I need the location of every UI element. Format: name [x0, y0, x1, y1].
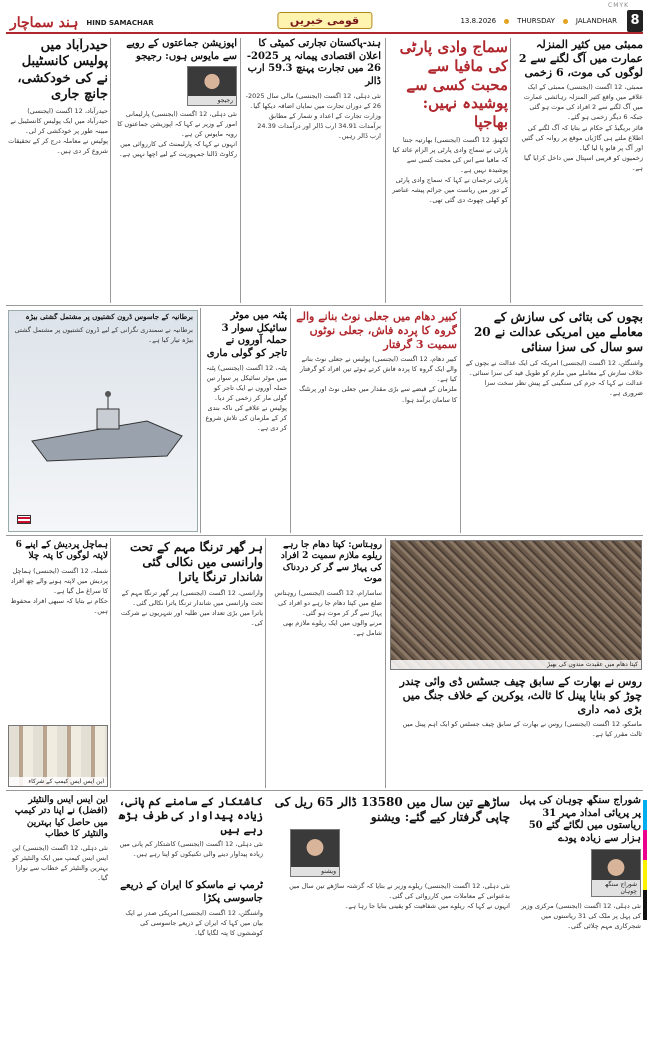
page-number: 8: [627, 10, 643, 32]
bullet-icon: [563, 19, 568, 24]
headline: کاشتکار کے سامنے کم پانی، زیادہ پیداوار کی طرف بڑھ رہے ہیں: [118, 795, 263, 836]
infographic-drone-boat: [8, 310, 198, 532]
divider: [460, 308, 461, 533]
divider: [110, 38, 111, 303]
article-body: نئی دہلی، 12 اگست (ایجنسی) این ایس ایس کیمپ میں ایک والنٹیئر کو بہترین والنٹیئر کے خطاب سے نوازا گیا۔: [11, 844, 108, 883]
photo-vaishnaw: ویشنو: [290, 829, 340, 877]
story-usa[interactable]: [465, 310, 643, 532]
section-title: قومی خبریں: [277, 12, 372, 29]
article-body: حیدرآباد، 12 اگست (ایجنسی) حیدرآباد میں ایک پولیس کانسٹیبل نے مبینہ طور پر خودکشی کر لی۔ پولیس نے معاملہ درج کر کے تحقیقات شروع کر دی ہیں۔: [8, 107, 108, 156]
date: 13.8.2026: [460, 17, 497, 25]
headline: پٹنہ میں موٹر سائیکل سوار 3 حملہ آوروں نے تاجر کو گولی ماری: [206, 310, 287, 359]
city: JALANDHAR: [575, 17, 617, 25]
headline: ہر گھر ترنگا مہم کے تحت وارانسی میں نکالی گئی شاندار ترنگا یاترا: [129, 540, 263, 584]
color-registration-bar: [643, 800, 647, 920]
divider: [290, 308, 291, 533]
headline: این ایس ایس والنٹیئر (افضل) نے اپنا دتر کیمپ میں حاصل کیا بہترین والنٹیئر کا خطاب: [14, 795, 108, 839]
headline: کبیر دھام میں جعلی نوٹ بنانے والے گروہ کا پردہ فاش، جعلی نوٹوں سمیت 3 گرفتار: [296, 310, 457, 351]
logo-english: HIND SAMACHAR: [86, 19, 154, 27]
logo-urdu: ہند سماچار: [10, 15, 79, 31]
article-body: واشنگٹن، 12 اگست (ایجنسی) امریکی صدر نے ایک بیان میں کہا کہ ایران کے ذریعے جاسوسی کی کوششوں کا پتہ لگایا گیا۔: [125, 909, 263, 938]
headline: ہند-پاکستان تجارتی کمیٹی کا اعلان اقتصادی پیمانہ پر 2025-26 میں تجارت پہنچ 59.3 ارب ڈالر: [246, 38, 381, 87]
story-rohtas[interactable]: [270, 540, 382, 785]
headline: سماج وادی پارٹی کی مافیا سے محبت کسی سے پوشیدہ نہیں: بھاجپا: [399, 38, 508, 131]
story-kashmir[interactable]: [515, 38, 643, 303]
story-hyderabad[interactable]: [8, 38, 108, 303]
article-body: واشنگٹن، 12 اگست (ایجنسی) امریکہ کی ایک عدالت نے بچوں کے خلاف سازش کے معاملے میں ملزم کو طویل قید کی سزا سنائی۔ عدالت نے کہا کہ جرم کی سنگینی کے پیش نظر سخت سزا ضروری ہے۔: [465, 359, 643, 398]
story-nss[interactable]: [8, 795, 108, 1035]
divider: [385, 538, 386, 788]
photo-group: این ایس ایس کیمپ کے شرکاء: [8, 725, 108, 787]
headline: ممبئی میں کثیر المنزلہ عمارت میں آگ لگنے سے 2 لوگوں کی موت، 6 زخمی: [518, 38, 643, 79]
divider: [6, 305, 643, 306]
story-himachal[interactable]: [8, 540, 108, 720]
headline: ساڑھے تین سال میں 13580 ڈالر 65 ریل کی چاپی گرفتار کیے گئے: ویشنو: [274, 795, 510, 824]
headline: حیدرآباد میں پولیس کانسٹیبل نے کی خودکشی، جانچ جاری: [17, 38, 108, 102]
article-body: نئی دہلی، 12 اگست (ایجنسی) مرکزی وزیر کی پہل پر ملک کی 31 ریاستوں میں شجرکاری مہم چلائی گئی۔: [521, 902, 641, 931]
story-samajwadi[interactable]: [390, 38, 508, 303]
article-body: لکھنؤ، 12 اگست (ایجنسی) بھارتیہ جنتا پارٹی نے سماج وادی پارٹی پر الزام عائد کیا کہ مافیا سے اس کی محبت کسی سے پوشیدہ نہیں ہے۔ پارٹی ترجمان نے کہا کہ سماج وادی پارٹی کے دور میں ریاست میں جرائم پیشہ عناصر کو کھلی چھوٹ دی گئی تھی۔: [392, 135, 508, 205]
story-rijiju[interactable]: [115, 38, 237, 303]
story-shivraj[interactable]: [515, 795, 641, 1035]
divider: [265, 538, 266, 788]
headline: ٹرمپ نے ماسکو کا ایران کے ذریعے جاسوسی پکڑا: [120, 880, 263, 904]
headline: اپوزیشن جماعتوں کے رویے سے مایوس ہوں: رجیجو: [126, 38, 237, 62]
article-body: نئی دہلی، 12 اگست (ایجنسی) ریلوے وزیر نے بتایا کہ گزشتہ ساڑھے تین سال میں بدعنوانی کے معاملات میں کارروائی کی گئی۔ انہوں نے کہا کہ ریلوے میں شفافیت کو یقینی بنایا جا رہا ہے۔: [289, 882, 510, 911]
drone-boat-icon: [27, 391, 187, 471]
headline: بچوں کی بتائی کی سازش کے معاملے میں امریکی عدالت نے 20 سو سال کی سزا سنائی: [473, 310, 643, 354]
headline: ہماچل پردیش کے اپنے 6 لاپتہ لوگوں کا پتہ چلا: [15, 540, 108, 562]
headline: روس نے بھارت کے سابق چیف جسٹس ڈی وائی چندر چوڑ کو بنایا پینل کا ثالث، یوکرین کے خلاف جنگ میں بڑی ذمہ داری: [399, 675, 642, 716]
divider: [6, 790, 643, 791]
story-trump[interactable]: [115, 880, 263, 1035]
article-body: نئی دہلی، 12 اگست (ایجنسی) پارلیمانی امور کے وزیر نے کہا کہ اپوزیشن جماعتوں کا رویہ مایوس کن ہے۔ انہوں نے کہا کہ پارلیمنٹ کی کارروائی میں رکاوٹ ڈالنا جمہوریت کے لیے اچھا نہیں ہے۔: [117, 110, 237, 159]
divider: [510, 38, 511, 303]
bullet-icon: [504, 19, 509, 24]
divider: [240, 38, 241, 303]
article-body: ماسکو، 12 اگست (ایجنسی) روس نے بھارت کے سابق چیف جسٹس کو ایک اہم پینل میں ثالث مقرر کیا ہے۔: [402, 720, 642, 739]
dateline: [460, 17, 617, 25]
headline: روہتاس: کپتا دھام جا رہے ریلوے ملازم سمیت 2 افراد کی پہاڑ سے گر کر دردناک موت: [280, 540, 382, 584]
story-kisan[interactable]: [115, 795, 263, 875]
infographic-title: برطانیہ کے جاسوس ڈرون کشتیوں پر مشتمل گشتی بیڑہ برطانیہ نے سمندری نگرانی کے لیے ڈرون کشتیوں پر مشتمل گشتی بیڑہ تیار کیا ہے۔: [14, 313, 193, 344]
divider: [200, 308, 201, 533]
story-tiranga[interactable]: [115, 540, 263, 785]
divider: [385, 38, 386, 303]
photo-crowd: کپتا دھام میں عقیدت مندوں کی بھیڑ: [390, 540, 642, 670]
article-body: نئی دہلی، 12 اگست (ایجنسی) کاشتکار کم پانی میں زیادہ پیداوار دینے والی تکنیکوں کو اپنا رہے ہیں۔: [119, 840, 263, 859]
story-budget[interactable]: [245, 38, 381, 303]
article-body: نئی دہلی، 12 اگست (ایجنسی) مالی سال 2025-26 کے دوران تجارت میں نمایاں اضافہ دیکھا گیا۔ وزارت تجارت کے اعداد و شمار کے مطابق برآمدات 34.91 ارب ڈالر اور درآمدات 24.39 ارب ڈالر رہیں۔: [245, 92, 381, 141]
article-body: شملہ، 12 اگست (ایجنسی) ہماچل پردیش میں لاپتہ ہونے والے چھ افراد کا سراغ مل گیا ہے۔ حکام نے بتایا کہ سبھی افراد محفوظ ہیں۔: [10, 566, 108, 615]
story-counterfeit[interactable]: [295, 310, 457, 532]
masthead: [6, 14, 643, 34]
photo-rijiju: رجیجو: [187, 66, 237, 106]
article-body: کبیر دھام، 12 اگست (ایجنسی) پولیس نے جعلی نوٹ بنانے والے ایک گروہ کا پردہ فاش کرتے ہوئے تین افراد کو گرفتار کیا ہے۔ ملزمان کے قبضے سے بڑی مقدار میں جعلی نوٹ اور پرنٹنگ کا سامان برآمد ہوا۔: [299, 355, 457, 404]
photo-shivraj: شوراج سنگھ چوہان: [591, 849, 641, 897]
story-bribe[interactable]: [270, 795, 510, 1035]
divider: [110, 538, 111, 788]
article-body: پٹنہ، 12 اگست (ایجنسی) پٹنہ میں موٹر سائیکل پر سوار تین حملہ آوروں نے ایک تاجر کو گولی مار کر زخمی کر دیا۔ پولیس نے علاقے کی ناکہ بندی کر کے ملزمان کی تلاش شروع کر دی ہے۔: [205, 364, 287, 433]
divider: [6, 535, 643, 536]
article-body: ساسارام، 12 اگست (ایجنسی) روہتاس ضلع میں کپتا دھام جا رہے دو افراد کی پہاڑ سے گر کر موت ہو گئی۔ مرنے والوں میں ایک ریلوے ملازم بھی شامل ہے۔: [274, 589, 382, 638]
article-body: ممبئی، 12 اگست (ایجنسی) ممبئی کے ایک علاقے میں واقع کثیر المنزلہ رہائشی عمارت میں آگ لگنے سے 2 افراد کی موت ہو گئی جبکہ 6 دیگر زخمی ہو گئے۔ فائر بریگیڈ کے حکام نے بتایا کہ آگ لگنے کی اطلاع ملتے ہی گاڑیاں موقع پر روانہ کی گئیں اور آگ پر قابو پا لیا گیا۔ زخمیوں کو قریبی اسپتال میں داخل کرایا گیا ہے۔: [521, 83, 643, 172]
story-russia[interactable]: [390, 675, 642, 785]
uk-flag-icon: [17, 515, 31, 524]
story-patna[interactable]: [205, 310, 287, 532]
cmyk-marker: CMYK: [608, 2, 629, 9]
headline: شوراج سنگھ چوہان کی پہل پر پریائی امداد مہر 31 ریاستوں میں لگائے گئے 50 ہزار سے زیادہ پودے: [519, 795, 641, 844]
day: THURSDAY: [517, 17, 555, 25]
article-body: وارانسی، 12 اگست (ایجنسی) ہر گھر ترنگا مہم کے تحت وارانسی میں شاندار ترنگا یاترا نکالی گئی۔ یاترا میں بڑی تعداد میں طلبہ اور شہریوں نے شرکت کی۔: [121, 589, 263, 628]
